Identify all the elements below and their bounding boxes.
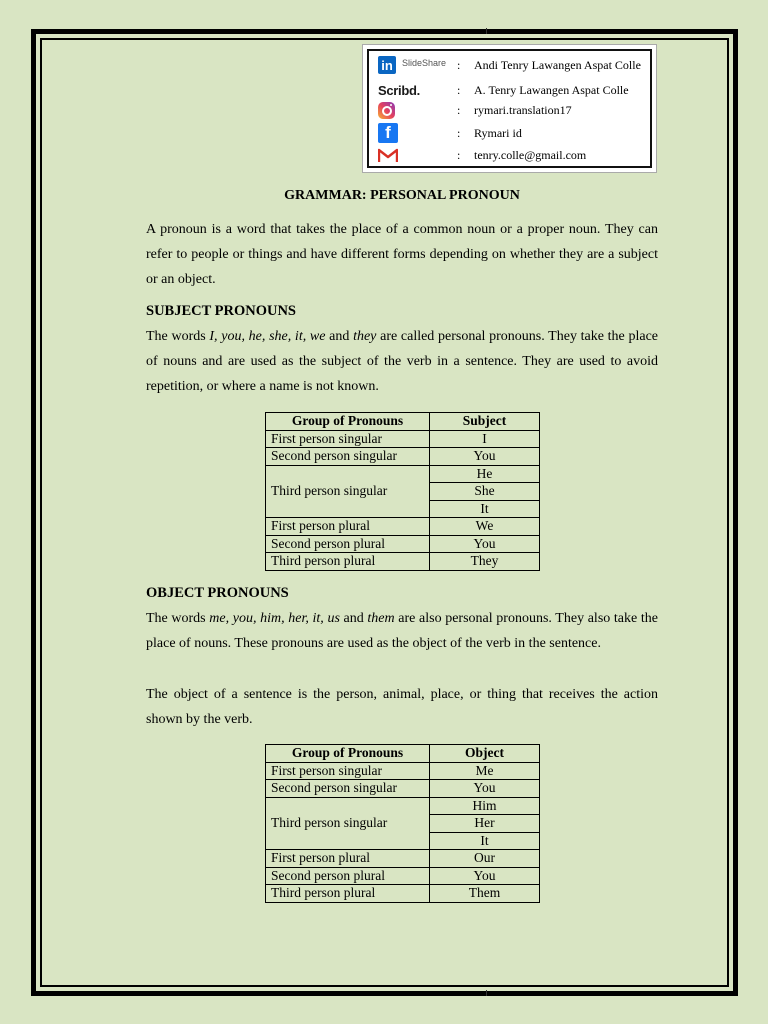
contact-colon: : [457,125,461,140]
table-row [266,780,540,798]
contact-value-slideshare: Andi Tenry Lawangen Aspat Colle [474,57,641,72]
table-header-row [266,745,540,763]
slideshare-label: SlideShare [402,58,447,68]
contact-value-scribd: A. Tenry Lawangen Aspat Colle [474,82,629,97]
table-row [266,867,540,885]
page-title: GRAMMAR: PERSONAL PRONOUN [284,188,520,203]
object-pronoun-table [265,744,540,903]
pronoun-cell: You [430,780,540,798]
pronoun-cell: You [430,448,540,466]
pronoun-cell: You [430,867,540,885]
contact-row-scribd [369,79,650,101]
table-header-cell: Group of Pronouns [266,745,430,763]
table-row [266,465,540,483]
table-header-row [266,413,540,431]
table-header-cell: Object [430,745,540,763]
pronoun-cell: You [430,535,540,553]
facebook-logo: f [378,123,398,143]
scribd-logo: Scribd. [378,82,420,98]
page-tick-bottom [486,990,487,996]
group-cell: Second person singular [266,780,430,798]
pronoun-cell: He [430,465,540,483]
group-cell: Second person plural [266,535,430,553]
object-pronoun-list: me, you, him, her, it, us [209,611,340,626]
group-cell: Third person plural [266,885,430,903]
pronoun-cell: She [430,483,540,501]
pronoun-cell: Them [430,885,540,903]
contact-colon: : [457,147,461,162]
object-pronoun-them: them [367,611,395,626]
subject-text-end: are called personal pronouns. They take the place of nouns and are used as the subject of the verb in a sentence. They are used to avoid repetition, or where a name is not known. [146,329,658,394]
object-heading: OBJECT PRONOUNS [146,585,289,601]
pronoun-cell: They [430,553,540,571]
group-cell: First person plural [266,850,430,868]
object-text-and: and [339,611,368,626]
pronoun-cell: We [430,518,540,536]
contact-colon: : [457,102,461,117]
page-tick-top [486,28,487,34]
table-row [266,885,540,903]
contact-row-instagram [369,99,650,121]
pronoun-cell: Him [430,797,540,815]
contact-row-slideshare [369,54,650,76]
group-cell: Second person singular [266,448,430,466]
contact-row-gmail [369,144,650,166]
subject-pronoun-they: they [353,329,377,344]
table-row [266,535,540,553]
gmail-icon [378,145,400,165]
group-cell: Third person singular [266,797,430,850]
table-row [266,518,540,536]
subject-heading: SUBJECT PRONOUNS [146,303,296,319]
group-cell: First person plural [266,518,430,536]
contact-row-facebook [369,122,650,144]
group-cell: Third person plural [266,553,430,571]
group-cell: Third person singular [266,465,430,518]
contact-colon: : [457,82,461,97]
pronoun-cell: Her [430,815,540,833]
subject-pronoun-table [265,412,540,571]
table-header-cell: Group of Pronouns [266,413,430,431]
table-row [266,797,540,815]
group-cell: Second person plural [266,867,430,885]
object-paragraph [146,606,658,656]
object-text-start: The words [146,611,210,626]
pronoun-cell: It [430,500,540,518]
group-cell: First person singular [266,430,430,448]
table-header-cell: Subject [430,413,540,431]
subject-text-and: and [325,329,354,344]
pronoun-cell: Our [430,850,540,868]
table-row [266,448,540,466]
pronoun-cell: It [430,832,540,850]
object-text-end: are also personal pronouns. They also take the place of nouns. These pronouns are used as the object of the verb in the sentence. [146,611,658,651]
linkedin-logo: in [378,56,396,74]
contact-value-gmail: tenry.colle@gmail.com [474,147,587,162]
instagram-icon [378,100,400,120]
intro-paragraph: A pronoun is a word that takes the place of a common noun or a proper noun. They can refer to people or things and have different forms depending on whether they are a subject or an object. [146,222,658,287]
group-cell: First person singular [266,762,430,780]
table-row [266,850,540,868]
subject-paragraph [146,324,658,399]
contact-value-facebook: Rymari id [474,125,522,140]
linkedin-slideshare-icon [378,55,447,75]
subject-text-start: The words [146,329,210,344]
contact-colon: : [457,57,461,72]
table-row [266,430,540,448]
contact-box-frame [367,49,652,168]
pronoun-cell: I [430,430,540,448]
pronoun-cell: Me [430,762,540,780]
facebook-icon [378,123,400,143]
contact-box [362,44,657,173]
table-row [266,553,540,571]
scribd-icon [378,80,420,100]
object-definition-paragraph: The object of a sentence is the person, animal, place, or thing that receives the action shown by the verb. [146,687,658,727]
subject-pronoun-list: I, you, he, she, it, we [209,329,326,344]
contact-value-instagram: rymari.translation17 [474,102,572,117]
table-row [266,762,540,780]
